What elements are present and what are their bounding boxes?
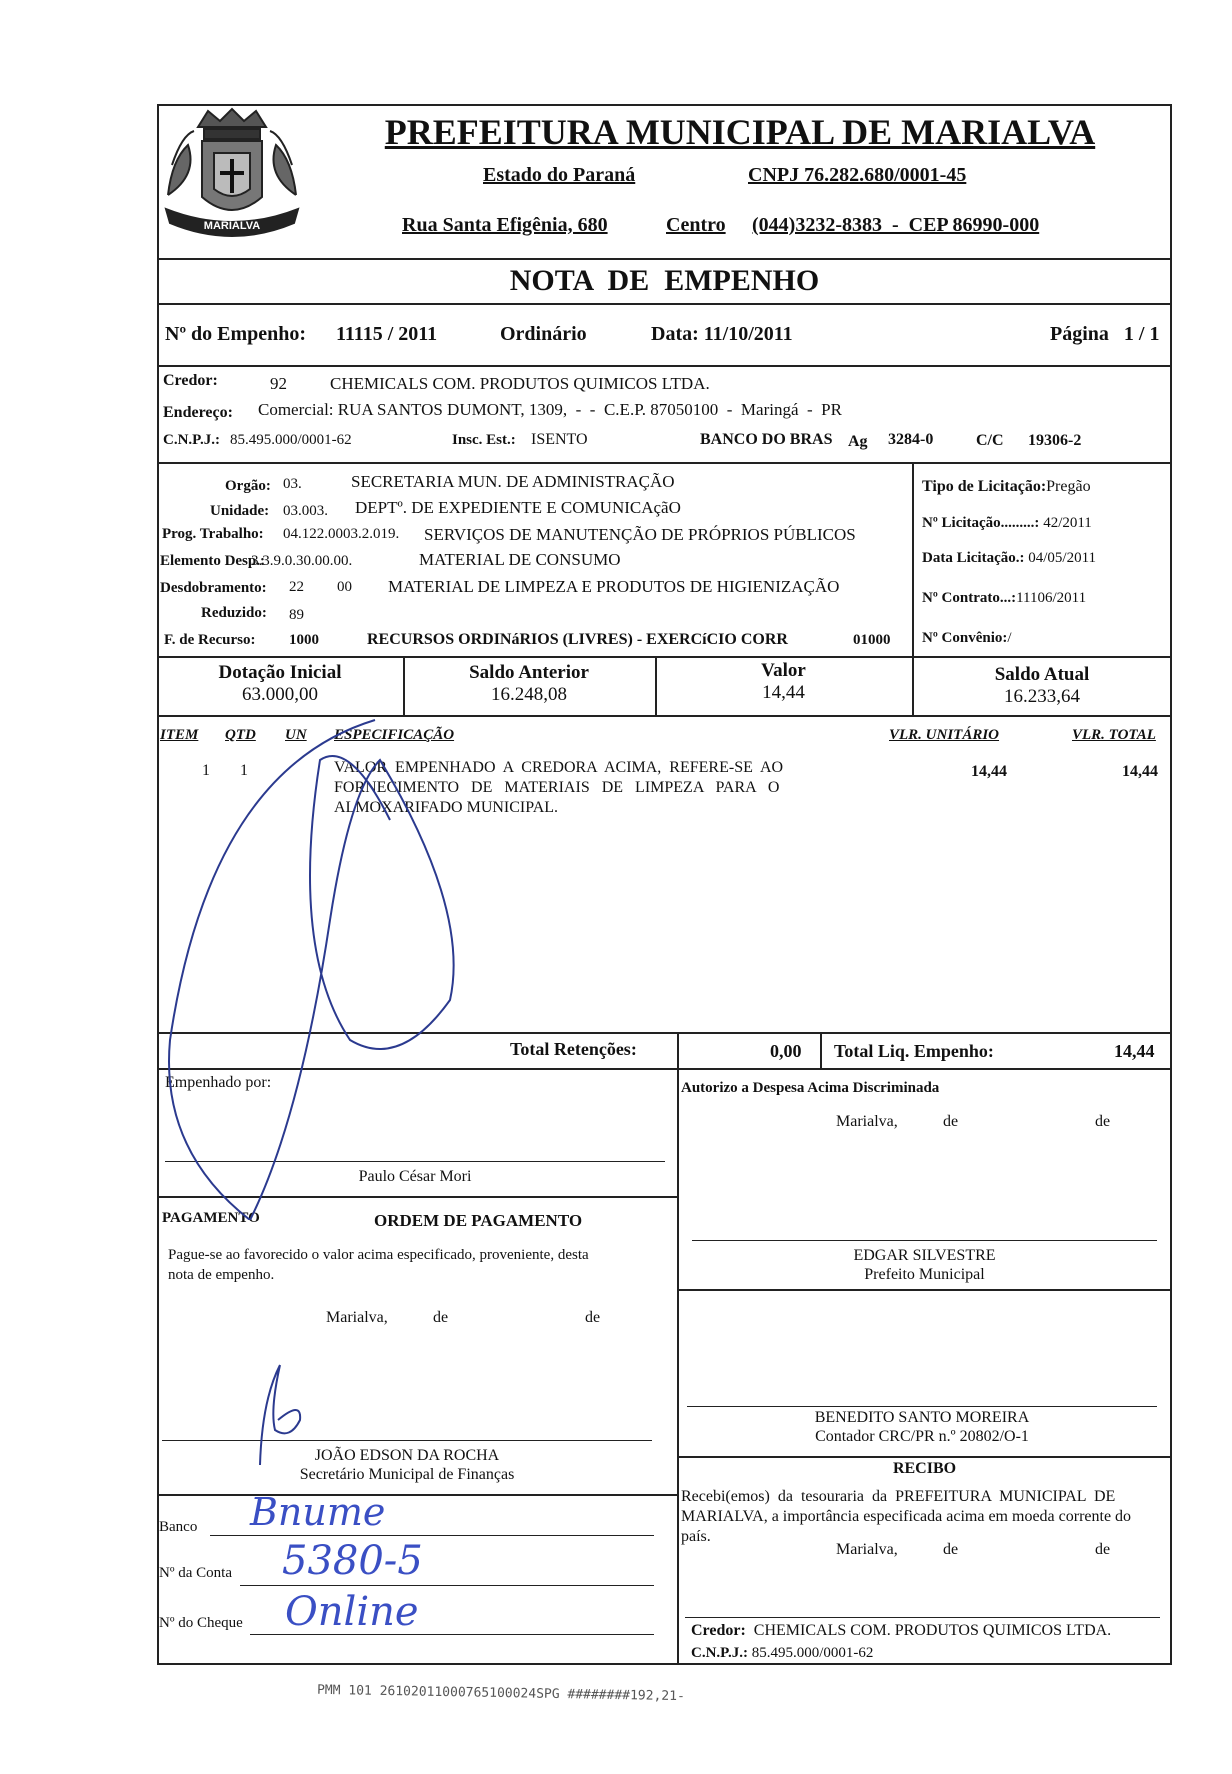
recibo-credor: Credor: CHEMICALS COM. PRODUTOS QUIMICOS LTDA. bbox=[691, 1622, 1112, 1639]
divider bbox=[157, 1196, 677, 1198]
balance-value: 63.000,00 bbox=[242, 684, 318, 705]
col-espec: ESPECIFICAÇÃO bbox=[334, 727, 455, 743]
balance-label: Valor bbox=[761, 660, 806, 681]
phone-cep-label: (044)3232-8383 - CEP 86990-000 bbox=[752, 214, 1040, 236]
recibo-title: RECIBO bbox=[892, 1460, 957, 1477]
field-line bbox=[210, 1535, 654, 1536]
prog-name: SERVIÇOS DE MANUTENÇÃO DE PRÓPRIOS PÚBLICOS bbox=[424, 525, 856, 544]
banco-label: Banco bbox=[159, 1519, 198, 1535]
divider-v bbox=[820, 1032, 822, 1068]
state-label: Estado do Paraná bbox=[483, 164, 636, 186]
desd-name: MATERIAL DE LIMPEZA E PRODUTOS DE HIGIENIZAÇÃO bbox=[388, 577, 840, 596]
empenhado-name: Paulo César Mori bbox=[358, 1168, 472, 1185]
autorizo-place: Marialva, bbox=[836, 1113, 898, 1130]
banco-handwritten: Bnume bbox=[250, 1490, 386, 1534]
elem-code: 3.3.9.0.30.00.00. bbox=[251, 553, 353, 569]
secretario-name: JOÃO EDSON DA ROCHA bbox=[314, 1447, 500, 1464]
item-vlr-unit: 14,44 bbox=[971, 763, 1007, 780]
divider bbox=[677, 1289, 1172, 1291]
orgao-name: SECRETARIA MUN. DE ADMINISTRAÇÃO bbox=[351, 472, 675, 491]
balance-saldo-atual bbox=[912, 664, 1172, 708]
recibo-place: Marialva, bbox=[836, 1541, 898, 1558]
signature-line bbox=[687, 1406, 1157, 1407]
divider bbox=[157, 258, 1172, 260]
numero-contrato: Nº Contrato...:11106/2011 bbox=[922, 590, 1087, 606]
cheque-handwritten: Online bbox=[285, 1589, 419, 1635]
ag-value: 3284-0 bbox=[888, 431, 934, 448]
field-line bbox=[240, 1585, 654, 1586]
item-desc-line3: ALMOXARIFADO MUNICIPAL. bbox=[334, 799, 559, 816]
fonte-code: 1000 bbox=[289, 632, 319, 648]
contador-role: Contador CRC/PR n.º 20802/O-1 bbox=[815, 1428, 1029, 1445]
balance-value: 14,44 bbox=[762, 682, 805, 703]
recibo-text2: MARIALVA, a importância especificada acima em moeda corrente do bbox=[681, 1508, 1132, 1525]
signature-line bbox=[692, 1240, 1157, 1241]
pagamento-label: PAGAMENTO bbox=[162, 1210, 260, 1226]
col-un: UN bbox=[285, 727, 307, 743]
signature-line bbox=[165, 1161, 665, 1162]
recibo-de1: de bbox=[943, 1541, 959, 1558]
conta-handwritten: 5380-5 bbox=[282, 1538, 423, 1584]
balance-label: Saldo Atual bbox=[994, 664, 1090, 685]
cc-value: 19306-2 bbox=[1028, 432, 1082, 449]
balance-label: Saldo Anterior bbox=[469, 662, 589, 683]
ag-label: Ag bbox=[848, 433, 868, 450]
credor-code: 92 bbox=[270, 374, 287, 393]
retencoes-value: 0,00 bbox=[770, 1041, 802, 1061]
item-number: 1 bbox=[202, 762, 210, 779]
divider-v bbox=[677, 1032, 679, 1665]
retencoes-label: Total Retenções: bbox=[510, 1039, 637, 1059]
liquido-value: 14,44 bbox=[1114, 1041, 1155, 1061]
signature-line bbox=[685, 1617, 1160, 1618]
unidade-label: Unidade: bbox=[210, 503, 270, 519]
divider bbox=[157, 1068, 1172, 1070]
fonte-name: RECURSOS ORDINáRIOS (LIVRES) - EXERCíCIO CORR bbox=[367, 631, 788, 648]
divider bbox=[157, 1494, 677, 1496]
signature-line bbox=[162, 1440, 652, 1441]
fonte-label: F. de Recurso: bbox=[164, 632, 256, 648]
page-title: PREFEITURA MUNICIPAL DE MARIALVA bbox=[384, 112, 1096, 152]
prog-code: 04.122.0003.2.019. bbox=[283, 526, 400, 542]
seal-label: MARIALVA bbox=[203, 220, 261, 232]
conta-label: Nº da Conta bbox=[159, 1565, 232, 1581]
insc-label: Insc. Est.: bbox=[452, 432, 516, 448]
balance-value: 16.233,64 bbox=[1004, 686, 1080, 707]
col-vlr-total: VLR. TOTAL bbox=[1072, 727, 1156, 743]
district-label: Centro bbox=[666, 214, 726, 236]
col-vlr-unit: VLR. UNITÁRIO bbox=[889, 727, 1000, 743]
pagamento-text2: nota de empenho. bbox=[168, 1267, 275, 1283]
desd-sub: 00 bbox=[337, 579, 352, 595]
orgao-label: Orgão: bbox=[225, 478, 271, 494]
balance-saldo-anterior bbox=[403, 662, 655, 706]
divider bbox=[157, 715, 1172, 717]
recibo-text1: Recebi(emos) da tesouraria da PREFEITURA MUNICIPAL DE bbox=[681, 1488, 1116, 1505]
balance-valor bbox=[655, 660, 912, 704]
cnpj-label: CNPJ 76.282.680/0001-45 bbox=[748, 164, 967, 186]
divider bbox=[157, 462, 1172, 464]
elem-label: Elemento Desp.: bbox=[160, 553, 265, 569]
cheque-label: Nº do Cheque bbox=[159, 1615, 243, 1631]
address-label: Endereço: bbox=[163, 404, 233, 421]
ordem-pagamento-title: ORDEM DE PAGAMENTO bbox=[374, 1211, 583, 1230]
balance-value: 16.248,08 bbox=[491, 684, 567, 705]
autorizo-label: Autorizo a Despesa Acima Discriminada bbox=[681, 1080, 940, 1096]
item-desc-line1: VALOR EMPENHADO A CREDORA ACIMA, REFERE-SE AO bbox=[334, 759, 784, 776]
doc-title: NOTA DE EMPENHO bbox=[509, 264, 820, 297]
street-label: Rua Santa Efigênia, 680 bbox=[402, 214, 608, 236]
pagamento-text1: Pague-se ao favorecido o valor acima especificado, proveniente, desta bbox=[168, 1247, 589, 1263]
numero-convenio: Nº Convênio:/ bbox=[922, 630, 1012, 646]
credor-name: CHEMICALS COM. PRODUTOS QUIMICOS LTDA. bbox=[330, 374, 710, 393]
liquido-label: Total Liq. Empenho: bbox=[834, 1041, 994, 1061]
tipo-licitacao: Tipo de Licitação:Pregão bbox=[922, 478, 1091, 495]
cc-label: C/C bbox=[976, 432, 1004, 449]
mayor-name: EDGAR SILVESTRE bbox=[853, 1247, 996, 1264]
col-qtd: QTD bbox=[225, 727, 256, 743]
divider bbox=[677, 1456, 1172, 1458]
autorizo-de2: de bbox=[1095, 1113, 1111, 1130]
desd-code: 22 bbox=[289, 579, 304, 595]
recibo-cnpj: C.N.P.J.: 85.495.000/0001-62 bbox=[691, 1645, 874, 1661]
secretario-role: Secretário Municipal de Finanças bbox=[299, 1466, 515, 1483]
divider bbox=[157, 303, 1172, 305]
footer-code: PMM 101 26102011000765100024SPG ########192,21- bbox=[316, 1682, 685, 1705]
divider bbox=[157, 1032, 1172, 1034]
credor-cnpj: 85.495.000/0001-62 bbox=[230, 432, 352, 448]
item-vlr-total: 14,44 bbox=[1122, 763, 1158, 780]
empenho-number: 11115 / 2011 bbox=[336, 323, 438, 345]
recibo-de2: de bbox=[1095, 1541, 1111, 1558]
item-qtd: 1 bbox=[240, 762, 248, 779]
cnpj-label: C.N.P.J.: bbox=[163, 432, 220, 448]
credor-label: Credor: bbox=[163, 372, 218, 389]
reduzido-label: Reduzido: bbox=[201, 605, 267, 621]
unidade-code: 03.003. bbox=[283, 503, 328, 519]
prog-label: Prog. Trabalho: bbox=[162, 526, 264, 542]
recibo-text3: país. bbox=[681, 1528, 711, 1545]
unidade-name: DEPTº. DE EXPEDIENTE E COMUNICAçãO bbox=[355, 498, 681, 517]
fonte-number: 01000 bbox=[853, 632, 891, 648]
page-number: Página 1 / 1 bbox=[1050, 323, 1160, 345]
empenho-date: Data: 11/10/2011 bbox=[651, 323, 793, 345]
desd-label: Desdobramento: bbox=[160, 580, 267, 596]
empenho-type: Ordinário bbox=[500, 323, 587, 345]
data-licitacao: Data Licitação.: 04/05/2011 bbox=[922, 550, 1097, 566]
reduzido-value: 89 bbox=[289, 607, 304, 623]
orgao-code: 03. bbox=[283, 476, 302, 492]
elem-name: MATERIAL DE CONSUMO bbox=[419, 550, 621, 569]
empenho-label: Nº do Empenho: bbox=[165, 323, 307, 345]
divider bbox=[157, 365, 1172, 367]
contador-name: BENEDITO SANTO MOREIRA bbox=[814, 1409, 1030, 1426]
balance-dotacao bbox=[157, 662, 403, 706]
item-desc-line2: FORNECIMENTO DE MATERIAIS DE LIMPEZA PARA O bbox=[334, 779, 780, 796]
divider bbox=[157, 656, 1172, 658]
mayor-role: Prefeito Municipal bbox=[864, 1266, 985, 1283]
insc-value: ISENTO bbox=[531, 431, 588, 448]
bank-name: BANCO DO BRAS bbox=[700, 431, 833, 448]
pagamento-de2: de bbox=[585, 1309, 601, 1326]
numero-licitacao: Nº Licitação.........: 42/2011 bbox=[922, 515, 1092, 531]
balance-label: Dotação Inicial bbox=[218, 662, 342, 683]
empenhado-label: Empenhado por: bbox=[165, 1074, 272, 1091]
autorizo-de1: de bbox=[943, 1113, 959, 1130]
col-item: ITEM bbox=[160, 727, 199, 743]
pagamento-place: Marialva, bbox=[326, 1309, 388, 1326]
credor-address: Comercial: RUA SANTOS DUMONT, 1309, - - C.E.P. 87050100 - Maringá - PR bbox=[258, 400, 842, 419]
pagamento-de1: de bbox=[433, 1309, 449, 1326]
